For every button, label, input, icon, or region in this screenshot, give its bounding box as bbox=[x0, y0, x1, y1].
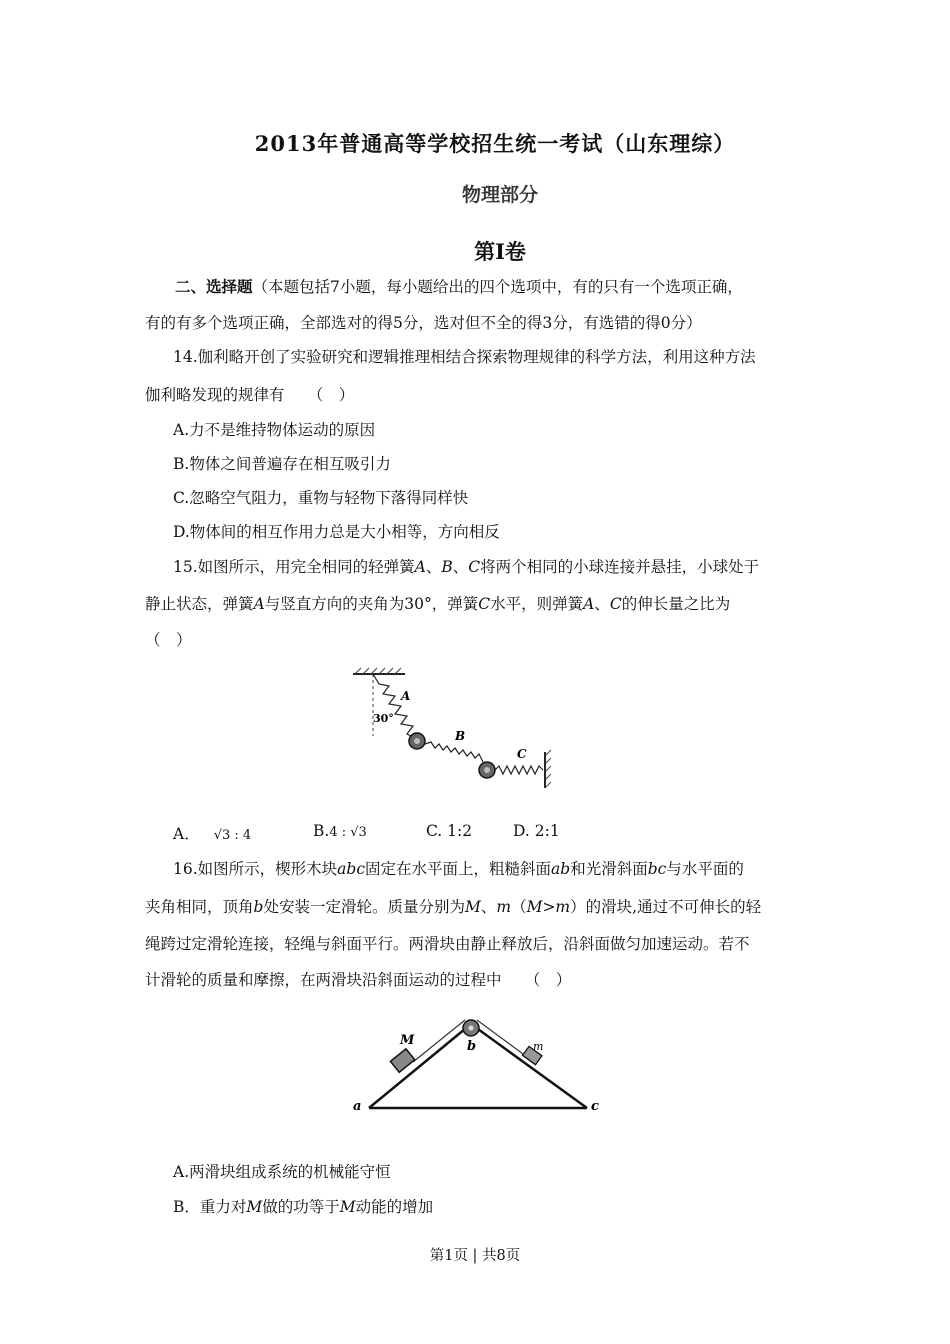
q15-option-d: D. 2:1 bbox=[513, 822, 560, 840]
q14-option-a: A.力不是维持物体运动的原因 bbox=[173, 421, 376, 439]
pulley-axle bbox=[469, 1026, 474, 1031]
angle-label: 30° bbox=[373, 712, 394, 725]
rope-left bbox=[413, 1020, 465, 1062]
exam-title: 2013年普通高等学校招生统一考试（山东理综） bbox=[254, 131, 736, 156]
block-M bbox=[390, 1049, 414, 1072]
exam-subtitle: 物理部分 bbox=[461, 184, 538, 206]
q16-stem-line4: 计滑轮的质量和摩擦，在两滑块沿斜面运动的过程中 （ ） bbox=[145, 971, 572, 989]
vertex-b-label: b bbox=[467, 1039, 477, 1054]
section-intro-line1: 二、选择题（本题包括7小题，每小题给出的四个选项中，有的只有一个选项正确， bbox=[175, 277, 743, 296]
spring-b-label: B bbox=[455, 729, 466, 743]
spring-c bbox=[495, 766, 543, 774]
q15-spring-figure bbox=[345, 664, 565, 794]
q15-stem-line3: （ ） bbox=[145, 631, 192, 649]
q15-option-c: C. 1:2 bbox=[426, 822, 473, 840]
q16-option-b: B．重力对M做的功等于M动能的增加 bbox=[173, 1198, 434, 1216]
q14-option-d: D.物体间的相互作用力总是大小相等，方向相反 bbox=[173, 523, 500, 541]
block-M-label: M bbox=[400, 1033, 415, 1048]
q14-option-c: C.忽略空气阻力，重物与轻物下落得同样快 bbox=[173, 489, 469, 507]
q14-stem-line2: 伽利略发现的规律有 （ ） bbox=[145, 386, 355, 404]
ball-upper-core bbox=[414, 738, 420, 744]
section-intro-line2: 有的有多个选项正确，全部选对的得5分，选对但不全的得3分，有选错的得0分） bbox=[145, 314, 702, 332]
q14-option-b: B.物体之间普遍存在相互吸引力 bbox=[173, 455, 391, 473]
section-heading: 二、选择题 bbox=[175, 277, 253, 296]
q16-stem-line1: 16.如图所示，楔形木块abc固定在水平面上，粗糙斜面ab和光滑斜面bc与水平面的 bbox=[173, 860, 744, 878]
spring-a-label: A bbox=[401, 689, 411, 703]
q15-option-a: A． √3 : 4 bbox=[173, 825, 252, 843]
slope-ab bbox=[369, 1024, 471, 1108]
volume-heading: 第I卷 bbox=[474, 239, 526, 264]
q15-option-b: B.4 : √3 bbox=[313, 822, 367, 840]
vertex-a-label: a bbox=[353, 1099, 362, 1114]
spring-a bbox=[373, 674, 415, 738]
slope-bc bbox=[471, 1024, 587, 1108]
q16-option-a: A.两滑块组成系统的机械能守恒 bbox=[173, 1163, 391, 1181]
spring-b bbox=[425, 742, 483, 762]
q14-stem-line1: 14.伽利略开创了实验研究和逻辑推理相结合探索物理规律的科学方法，利用这种方法 bbox=[173, 348, 756, 366]
q16-stem-line2: 夹角相同，顶角b处安装一定滑轮。质量分别为M、m（M>m）的滑块,通过不可伸长的轻 bbox=[145, 898, 762, 916]
spring-c-label: C bbox=[517, 747, 527, 761]
ball-lower-core bbox=[484, 767, 490, 773]
block-m-label: m bbox=[533, 1040, 544, 1053]
q15-stem-line2: 静止状态，弹簧A与竖直方向的夹角为30°，弹簧C水平，则弹簧A、C的伸长量之比为 bbox=[145, 595, 731, 613]
q16-wedge-figure bbox=[345, 1010, 625, 1115]
q16-stem-line3: 绳跨过定滑轮连接，轻绳与斜面平行。两滑块由静止释放后，沿斜面做匀加速运动。若不 bbox=[145, 935, 750, 953]
rope-right bbox=[477, 1020, 523, 1054]
q15-stem-line1: 15.如图所示，用完全相同的轻弹簧A、B、C将两个相同的小球连接并悬挂，小球处于 bbox=[173, 558, 760, 576]
page-footer: 第1页 | 共8页 bbox=[429, 1248, 521, 1264]
vertex-c-label: c bbox=[591, 1099, 599, 1114]
